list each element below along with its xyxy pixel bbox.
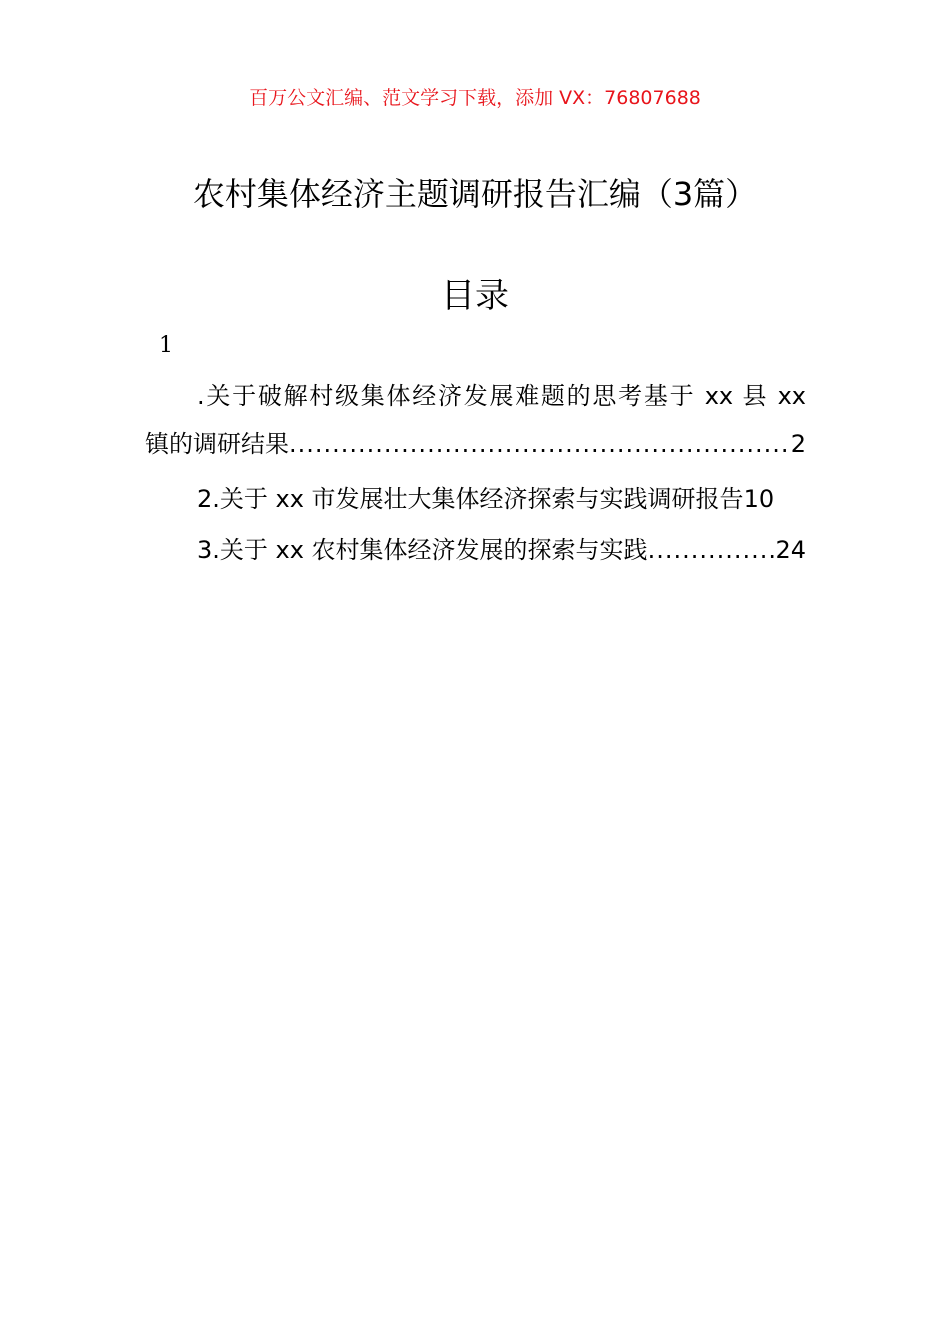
- toc-entry-1-line2[interactable]: [145, 426, 806, 462]
- toc-leader-dots: [289, 426, 791, 462]
- toc-entry-1-line1[interactable]: .关于破解村级集体经济发展难题的思考基于 xx 县 xx: [197, 382, 806, 410]
- toc-heading: 目录: [441, 276, 509, 316]
- toc-entry-1-title-end: 镇的调研结果: [145, 430, 289, 458]
- document-title: 农村集体经济主题调研报告汇编（3篇）: [192, 175, 758, 213]
- header-note: 百万公文汇编、范文学习下载，添加 VX：76807688: [249, 87, 701, 109]
- toc-entry-3[interactable]: [145, 532, 806, 568]
- toc-entry-3-title: 3.关于 xx 农村集体经济发展的探索与实践: [197, 536, 648, 564]
- toc-entry-2-page: 10: [743, 485, 775, 513]
- toc-entry-3-page: 24: [775, 536, 806, 564]
- toc-leader-dots: [648, 532, 776, 568]
- toc-entry-1-number: 1: [159, 333, 173, 358]
- toc-entry-2[interactable]: [145, 481, 806, 517]
- toc-entry-1-page: 2: [790, 430, 806, 458]
- toc-entry-2-title: 2.关于 xx 市发展壮大集体经济探索与实践调研报告: [197, 485, 744, 513]
